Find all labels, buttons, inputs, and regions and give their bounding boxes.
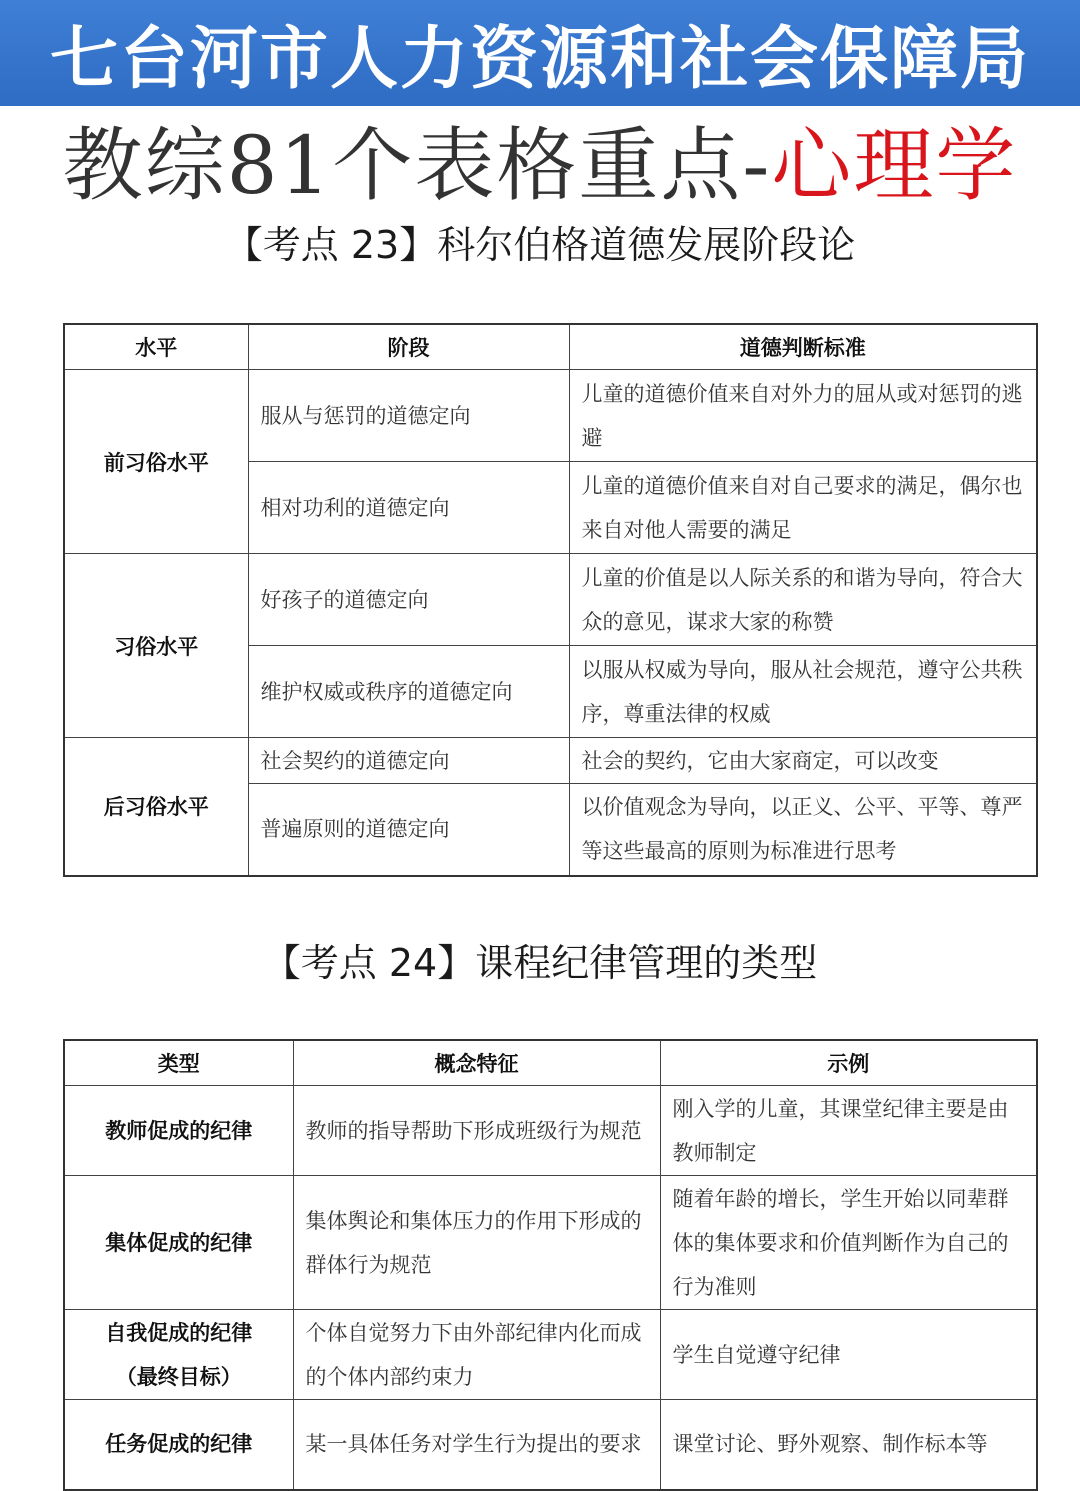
standard-cell: 以服从权威为导向，服从社会规范，遵守公共秩序，尊重法律的权威 <box>569 646 1037 738</box>
example-cell: 刚入学的儿童，其课堂纪律主要是由教师制定 <box>660 1086 1037 1176</box>
feature-cell: 个体自觉努力下由外部纪律内化而成的个体内部约束力 <box>293 1310 660 1400</box>
type-cell: 教师促成的纪律 <box>64 1086 293 1176</box>
stage-cell: 服从与惩罚的道德定向 <box>248 370 569 462</box>
example-cell: 课堂讨论、野外观察、制作标本等 <box>660 1400 1037 1490</box>
col-header-type: 类型 <box>64 1040 293 1086</box>
discipline-table <box>63 1039 1038 1491</box>
table-row <box>64 370 1037 462</box>
standard-cell: 儿童的价值是以人际关系的和谐为导向，符合大众的意见，谋求大家的称赞 <box>569 554 1037 646</box>
standard-cell: 社会的契约，它由大家商定，可以改变 <box>569 738 1037 784</box>
page-title <box>0 106 1080 210</box>
header-banner <box>0 0 1080 106</box>
banner-title: 七台河市人力资源和社会保障局 <box>49 19 1030 99</box>
stage-cell: 相对功利的道德定向 <box>248 462 569 554</box>
stage-cell: 好孩子的道德定向 <box>248 554 569 646</box>
col-header-standard: 道德判断标准 <box>569 324 1037 370</box>
type-cell: 任务促成的纪律 <box>64 1400 293 1490</box>
section2-heading: 【考点 24】课程纪律管理的类型 <box>262 941 818 985</box>
table-row <box>64 1310 1037 1400</box>
feature-cell: 教师的指导帮助下形成班级行为规范 <box>293 1086 660 1176</box>
stage-cell: 普遍原则的道德定向 <box>248 784 569 876</box>
standard-cell: 儿童的道德价值来自对外力的屈从或对惩罚的逃避 <box>569 370 1037 462</box>
stage-cell: 社会契约的道德定向 <box>248 738 569 784</box>
type-cell: 集体促成的纪律 <box>64 1176 293 1310</box>
feature-cell: 集体舆论和集体压力的作用下形成的群体行为规范 <box>293 1176 660 1310</box>
feature-cell: 某一具体任务对学生行为提出的要求 <box>293 1400 660 1490</box>
section1-heading: 【考点 23】科尔伯格道德发展阶段论 <box>224 223 856 267</box>
table-row <box>64 1176 1037 1310</box>
table-row <box>64 554 1037 646</box>
level-cell: 习俗水平 <box>64 554 248 738</box>
stage-cell: 维护权威或秩序的道德定向 <box>248 646 569 738</box>
example-cell: 学生自觉遵守纪律 <box>660 1310 1037 1400</box>
level-cell: 前习俗水平 <box>64 370 248 554</box>
table-header-row <box>64 1040 1037 1086</box>
type-cell: 自我促成的纪律（最终目标） <box>64 1310 293 1400</box>
level-cell: 后习俗水平 <box>64 738 248 876</box>
col-header-level: 水平 <box>64 324 248 370</box>
standard-cell: 儿童的道德价值来自对自己要求的满足，偶尔也来自对他人需要的满足 <box>569 462 1037 554</box>
table-header-row <box>64 324 1037 370</box>
page-title-highlight: 心理学 <box>771 118 1018 212</box>
table-row <box>64 1086 1037 1176</box>
kohlberg-table <box>63 323 1038 877</box>
col-header-example: 示例 <box>660 1040 1037 1086</box>
standard-cell: 以价值观念为导向，以正义、公平、平等、尊严等这些最高的原则为标准进行思考 <box>569 784 1037 876</box>
table-row <box>64 738 1037 784</box>
col-header-feature: 概念特征 <box>293 1040 660 1086</box>
col-header-stage: 阶段 <box>248 324 569 370</box>
page-title-main: 教综81个表格重点- <box>62 118 772 212</box>
example-cell: 随着年龄的增长，学生开始以同辈群体的集体要求和价值判断作为自己的行为准则 <box>660 1176 1037 1310</box>
table-row <box>64 1400 1037 1490</box>
